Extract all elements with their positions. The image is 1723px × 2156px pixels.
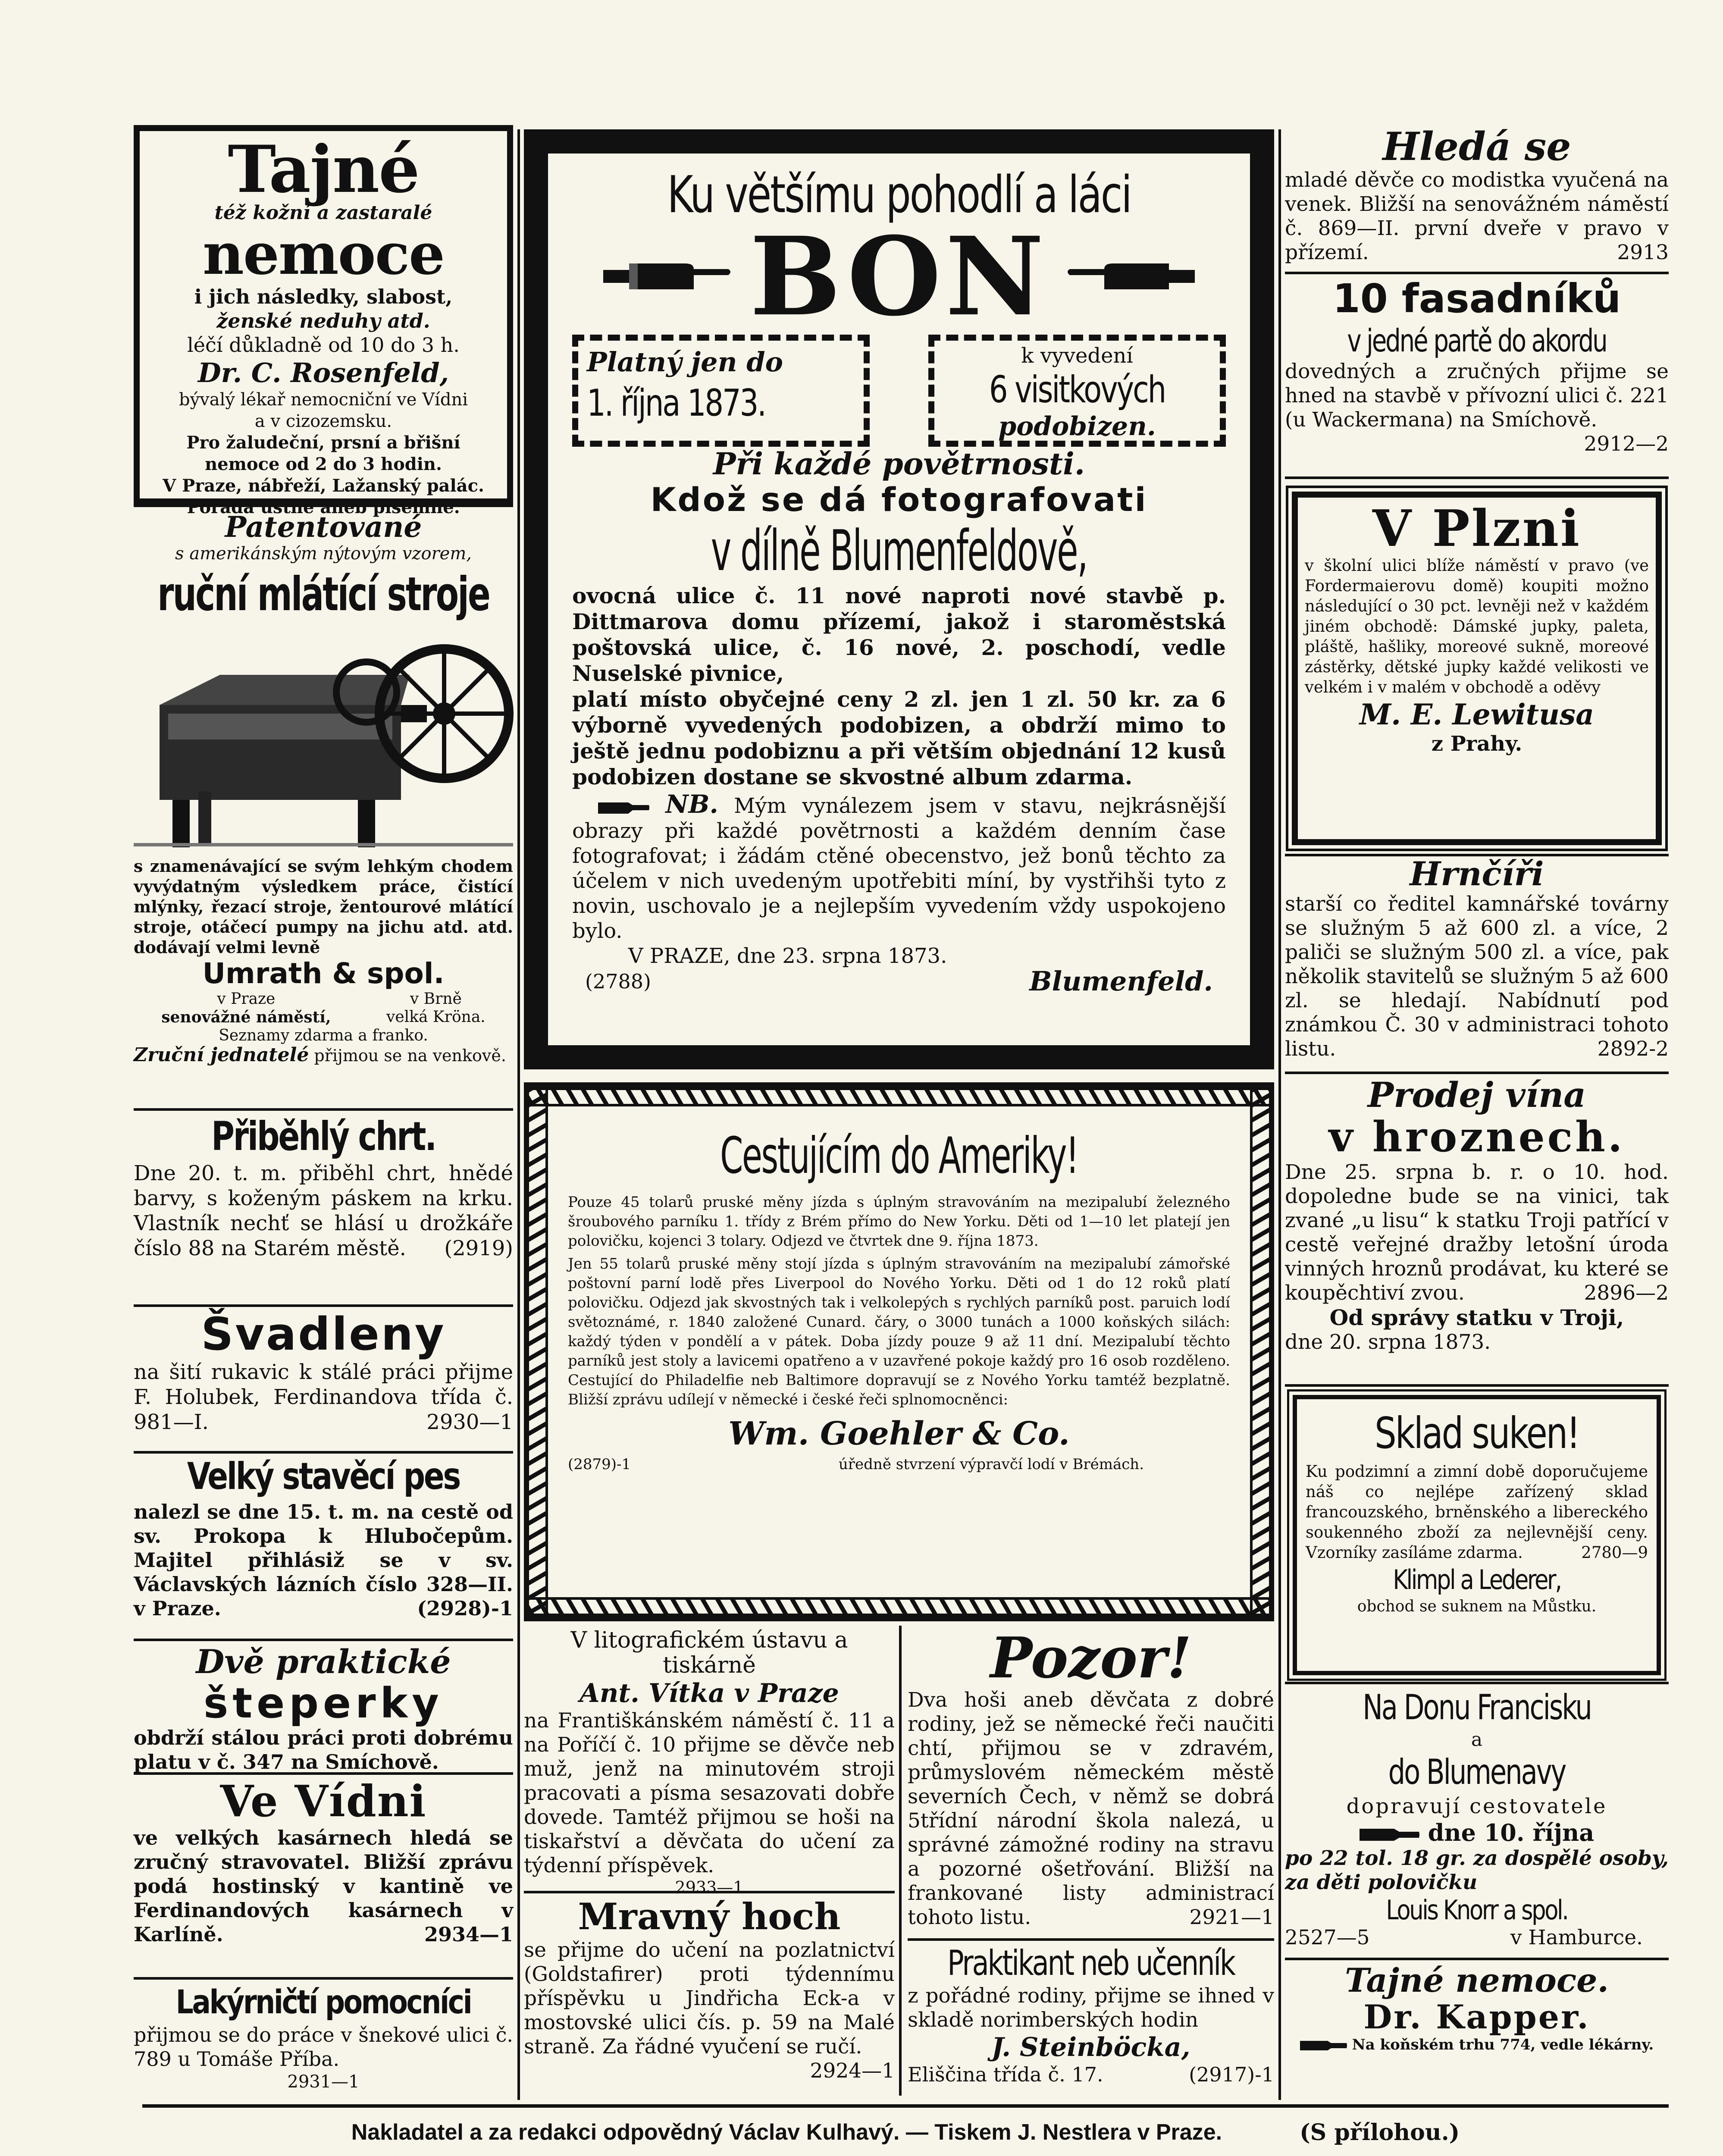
svadleny-title: Švadleny <box>201 1308 446 1360</box>
mlatici-seznamy: Seznamy zdarma a franko. <box>219 1027 428 1044</box>
tajne-title2: nemoce <box>202 221 445 288</box>
kapper-addr: Na koňském trhu 774, vedle lékárny. <box>1352 2036 1654 2053</box>
amerika-num: (2879)-1 <box>568 1456 631 1473</box>
ad-v-plzni <box>1292 492 1662 845</box>
praktikant-addr: Eliščina třída č. 17. <box>908 2063 1103 2086</box>
footer-rule <box>142 2104 1669 2108</box>
bon-nb-label: NB. <box>665 790 718 819</box>
column-rule-left <box>517 129 520 2100</box>
bon-dilna: v dílně Blumenfeldově, <box>711 518 1087 583</box>
vino-from: Od správy statku v Troji, <box>1329 1305 1624 1330</box>
ad-kapper <box>1285 1962 1669 2091</box>
hrncir-title: Hrnčíři <box>1410 855 1544 893</box>
plzni-title: V Plzni <box>1372 499 1581 558</box>
amerika-content <box>529 1106 1269 1474</box>
center-column <box>524 0 1274 2156</box>
mlatici-sub: s amerikánským nýtovým vzorem, <box>175 544 472 564</box>
vino-num: 2896—2 <box>1584 1281 1669 1305</box>
donu-firm: Louis Knorr a spol. <box>1386 1894 1568 1926</box>
threshing-machine-illustration <box>134 627 513 856</box>
center-subcolumn-rule <box>899 1626 902 2096</box>
bon-k: k vyvedení <box>1021 344 1133 368</box>
tajne-doctor: Dr. C. Rosenfeld, <box>197 357 449 389</box>
svadleny-body-text: na šití rukavic k stálé práci přijme F. Holubek, Ferdinandova třída č. 981—I. <box>134 1360 513 1434</box>
plzni-firm: M. E. Lewitusa <box>1360 698 1594 731</box>
ornamental-border-bottom <box>529 1597 1269 1616</box>
donu-l2-row <box>1285 1819 1669 1846</box>
bon-sig: Blumenfeld. <box>1029 965 1213 997</box>
amerika-p1: Pouze 45 tolarů pruské měny jízda s úplným stravováním na mezipalubí železného šroubového parníku 1. třídy z Brém přímo do New Yorku. Děti od 1—10 let platejí jen polovičku, kojenci 3 tolary. Odjezd ve čtvrtek dne 9. října 1873. <box>568 1194 1230 1250</box>
ad-ve-vidni <box>134 1777 513 1975</box>
mlatici-addr-left2: senovážné náměstí, <box>161 1008 331 1026</box>
tajne-line8: V Praze, nábřeží, Lažanský palác. <box>163 476 484 496</box>
pointing-hand-icon <box>1300 2038 1347 2053</box>
tajne-title: Tajné <box>228 132 419 207</box>
ad-prodej-vina <box>1285 1076 1669 1386</box>
donu-l2: dne 10. října <box>1428 1819 1595 1846</box>
sukna-firm: Klimpl a Lederer, <box>1393 1564 1561 1595</box>
ad-mravny-hoch <box>524 1895 895 2098</box>
donu-footer <box>1285 1926 1669 1950</box>
divider <box>1285 272 1669 274</box>
hleda-num: 2913 <box>1617 241 1669 264</box>
fasadniku-title: 10 fasadníků <box>1332 276 1621 322</box>
vidni-body-text: ve velkých kasárnech hledá se zručný stravovatel. Bližší zprávu podá hostinský v kantině ve Ferdinandových kasárnech v Karlíně. <box>134 1826 513 1946</box>
bon-coupons <box>572 335 1226 447</box>
praktikant-title: Praktikant neb učenník <box>947 1943 1234 1983</box>
amerika-firm: Wm. Goehler & Co. <box>728 1415 1070 1452</box>
sukna-title: Sklad suken! <box>1374 1408 1579 1458</box>
mlatici-body: s znamenávající se svým lehkým chodem vyvýdatným výsledkem práce, čistící mlýnky, řezací stroje, žentourové mlátící stroje, otáčecí pumpy na jichu atd. atd. dodávají velmi levně <box>134 856 513 957</box>
hleda-body <box>1285 168 1669 265</box>
praktikant-firm: J. Steinböcka, <box>991 2032 1190 2062</box>
steperky-body: obdrží stálou práci proti dobrému platu v č. 347 na Smíchově. <box>134 1726 513 1774</box>
mlatici-jednatele <box>134 1045 513 1065</box>
divider <box>134 1108 513 1111</box>
ad-pozor <box>908 1625 1274 1938</box>
donu-num: 2527—5 <box>1285 1926 1370 1949</box>
divider <box>1285 476 1669 479</box>
vino-title2: v hroznech. <box>1328 1112 1625 1161</box>
pozor-num: 2921—1 <box>1189 1905 1274 1929</box>
litograf-firm: Ant. Vítka v Praze <box>580 1678 839 1708</box>
amerika-footer <box>568 1454 1230 1474</box>
hrncir-body-text: starší co ředitel kamnářské továrny se služným 5 až 600 zl. a více, 2 paliči se služným 500 zl. a více, pak několik stavitelů se služným 5 až 600 zl. se hledají. Nabídnutí pod známkou Č. 30 v administraci tohoto listu. <box>1285 892 1669 1061</box>
kapper-addr-row <box>1285 2035 1669 2054</box>
svadleny-body <box>134 1360 513 1435</box>
lakyrnici-title: Lakýrničtí pomocníci <box>175 1983 471 2021</box>
hleda-title: Hledá se <box>1382 124 1571 169</box>
footer-attachment: (S přílohou.) <box>1300 2119 1460 2146</box>
right-column <box>1285 0 1669 2156</box>
bon-top: Ku většímu pohodlí a láci <box>667 165 1131 224</box>
ornamental-border-left <box>529 1087 548 1616</box>
tajne-line6: Pro žaludeční, prsní a břišní <box>186 432 461 453</box>
divider <box>134 1977 513 1980</box>
ad-lakyrnici <box>134 1981 513 2111</box>
vino-date: dne 20. srpna 1873. <box>1285 1330 1491 1354</box>
divider <box>1285 1072 1669 1074</box>
ad-steperky <box>134 1643 513 1772</box>
ad-litograficky-ustav <box>524 1627 895 1897</box>
chrt-body <box>134 1161 513 1261</box>
fasadniku-body <box>1285 360 1669 456</box>
pes-num: (2928)-1 <box>417 1597 513 1620</box>
footer-imprint: Nakladatel a za redakci odpovědný Václav Kulhavý. — Tiskem J. Nestlera v Praze. <box>351 2120 1222 2145</box>
ornamental-border-right <box>1250 1087 1269 1616</box>
bon-kazde: Při každé povětrnosti. <box>713 446 1085 482</box>
footer <box>142 2113 1669 2152</box>
donu-l1: dopravují cestovatele <box>1346 1794 1607 1818</box>
hrncir-body <box>1285 892 1669 1061</box>
chrt-body-text: Dne 20. t. m. přiběhl chrt, hnědé barvy, s koženým páskem na krku. Vlastník nechť se hlásí u drožkáře číslo 88 na Starém městě. <box>134 1161 513 1260</box>
fasadniku-num: 2912—2 <box>1584 432 1669 456</box>
ad-mlatici-stroje <box>134 511 513 1104</box>
ad-svadleny <box>134 1309 513 1451</box>
ad-cestujicim-do-ameriky <box>524 1082 1274 1621</box>
bon-title-row <box>572 213 1226 340</box>
svadleny-num: 2930—1 <box>426 1410 513 1434</box>
hoch-num: 2924—1 <box>810 2059 895 2083</box>
hrncir-num: 2892-2 <box>1597 1037 1669 1061</box>
bon-visitek: 6 visitkových <box>989 368 1165 411</box>
ad-bon-blumenfeld <box>524 129 1274 1069</box>
bon-nb-text: Mým vynálezem jsem v stavu, nejkrásnější obrazy při každé povětrnosti a každém denním čase fotografovat; i žádám ctěné obecenstvo, jež bonů těchto za účelem v nich uvedeným upotřebiti míní, by vystřihši tyto z novin, uschovalo je a nejlepším vyvedením vždy uspokojeno bylo. <box>572 794 1226 943</box>
bon-nb-block <box>572 792 1226 943</box>
tajne-line9: Porada ústně aneb písemně. <box>187 497 460 517</box>
chrt-title: Přiběhlý chrt. <box>211 1113 435 1159</box>
steperky-title1: Dvě praktické <box>196 1642 451 1681</box>
mlatici-address <box>134 990 513 1026</box>
tajne-line2: ženské neduhy atd. <box>216 309 430 332</box>
hleda-body-text: mladé děvče co modistka vyučená na venek. Bližší na senovážném náměstí č. 869—II. první dveře v pravo v přízemí. <box>1285 168 1669 264</box>
pes-body-text: nalezl se dne 15. t. m. na cestě od sv. Prokopa k Hlubočepům. Majitel přihlásiž se v sv. Václavských lázních číslo 328—II. v Praze. <box>134 1500 513 1620</box>
divider <box>134 1772 513 1775</box>
tajne-line3: léčí důkladně od 10 do 3 h. <box>187 333 460 357</box>
bon-num: (2788) <box>585 970 651 993</box>
bon-coupon-left <box>572 335 870 447</box>
pozor-title: Pozor! <box>990 1625 1192 1691</box>
hoch-body-text: se přijme do učení na pozlatnictví (Goldstafirer) proti týdennímu příspěvku u Jindřicha Eck-a v mostovské ulici čís. p. 59 na Malé straně. Za řádné vyučení se ručí. <box>524 1938 895 2059</box>
divider <box>134 1639 513 1641</box>
pointing-hand-icon <box>598 799 650 816</box>
amerika-title: Cestujícím do Ameriky! <box>720 1127 1078 1185</box>
donu-l3: po 22 tol. 18 gr. za dospělé osoby, za děti polovičku <box>1285 1846 1669 1894</box>
tajne-line4: bývalý lékař nemocniční ve Vídni <box>179 390 468 410</box>
bon-platny: Platný jen do <box>587 346 783 378</box>
bon-title: BON <box>749 213 1049 340</box>
kapper-title: Tajné nemoce. <box>1345 1961 1609 1999</box>
mlatici-jednatele-title: Zruční jednatelé <box>134 1044 309 1066</box>
tajne-sub: též kožní a zastaralé <box>214 202 432 224</box>
tajne-line7: nemoce od 2 do 3 hodin. <box>205 454 442 474</box>
donu-t3: do Blumenavy <box>1388 1752 1566 1792</box>
pointing-hand-right-icon <box>603 257 733 296</box>
ad-fasadniku <box>1285 276 1669 479</box>
mlatici-addr-right: v Brně <box>410 990 462 1008</box>
mlatici-addr-right2: velká Kröna. <box>386 1008 486 1026</box>
praktikant-body: z pořádné rodiny, přijme se ihned v skladě norimberských hodin <box>908 1984 1274 2032</box>
pozor-body <box>908 1688 1274 1930</box>
pointing-hand-left-icon <box>1065 257 1195 296</box>
mlatici-jednatele-rest: přijmou se na venkově. <box>314 1046 506 1065</box>
vidni-num: 2934—1 <box>424 1923 513 1946</box>
bon-podobizen: podobizen. <box>998 411 1156 442</box>
ad-sklad-suken <box>1293 1395 1661 1675</box>
mlatici-title: ruční mlátící stroje <box>157 567 489 621</box>
mlatici-addr-left: v Praze <box>217 990 276 1008</box>
plzni-city: z Prahy. <box>1431 732 1523 756</box>
bon-kdoz: Kdož se dá fotografovati <box>650 480 1148 519</box>
ad-hleda-se <box>1285 125 1669 276</box>
tajne-line1: i jich následky, slabost, <box>194 285 453 308</box>
divider <box>1285 1682 1669 1684</box>
donu-t1: Na Donu Francisku <box>1363 1687 1591 1727</box>
bon-coupon-right <box>928 335 1226 447</box>
donu-l3-block <box>1285 1846 1669 1895</box>
bon-footer <box>572 965 1226 997</box>
bon-p1: ovocná ulice č. 11 nové naproti nové stavbě p. Dittmarova domu přízemí, jakož i staroměstská poštovská ulice, č. 16 nové, 2. poschodí, vedle Nuselské pivnice, <box>572 583 1226 686</box>
ornamental-border-top <box>529 1087 1269 1106</box>
litograf-title: V litografickém ústavu a tiskárně <box>570 1627 848 1678</box>
ad-velky-pes <box>134 1453 513 1639</box>
divider <box>524 1891 895 1893</box>
pes-body <box>134 1500 513 1620</box>
lakyrnici-body <box>134 2023 513 2071</box>
vidni-title: Ve Vídni <box>220 1776 427 1827</box>
mlatici-head: Patentované <box>225 510 422 544</box>
amerika-foot: úředně stvrzení výpravčí lodí v Brémách. <box>838 1456 1144 1473</box>
vino-body <box>1285 1160 1669 1305</box>
ad-praktikant <box>908 1943 1274 2098</box>
fasadniku-sub: v jedné partě do akordu <box>1347 323 1607 359</box>
steperky-title2: šteperky <box>204 1679 443 1727</box>
praktikant-num: (2917)-1 <box>1189 2063 1274 2086</box>
bon-place: V PRAZE, dne 23. srpna 1873. <box>628 944 947 968</box>
litograf-num: 2933—1 <box>675 1878 744 1897</box>
hoch-title: Mravný hoch <box>578 1895 841 1938</box>
lakyrnici-num: 2931—1 <box>287 2072 360 2092</box>
pes-title: Velký stavěcí pes <box>187 1455 460 1498</box>
ad-donu-francisku <box>1285 1686 1669 1953</box>
litograf-body: na Františkánském náměstí č. 11 a na Poříčí č. 10 přijme se děvče neb muž, jenž na minutovém stroji pracovati a písma sesazovati dobře dovede. Tamtéž přijmou se hoši na tiskařství a děvčata do učení za týdenní příspěvek. <box>524 1709 895 1877</box>
sukna-body <box>1306 1461 1648 1563</box>
chrt-num: (2919) <box>444 1236 513 1260</box>
divider <box>1285 1384 1669 1387</box>
fasadniku-body-text: dovedných a zručných přijme se hned na stavbě v přívozní ulici č. 221 (u Wackermana) na Smíchově. <box>1285 360 1669 432</box>
sukna-addr: obchod se suknem na Můstku. <box>1357 1598 1597 1615</box>
column-rule-right <box>1278 129 1281 2100</box>
pointing-hand-icon <box>1360 1825 1420 1844</box>
kapper-doctor: Dr. Kapper. <box>1363 1998 1590 2036</box>
sukna-num: 2780—9 <box>1581 1543 1648 1562</box>
hoch-body <box>524 1938 895 2083</box>
mlatici-firm: Umrath & spol. <box>202 957 445 990</box>
tajne-line5: a v cizozemsku. <box>254 411 392 431</box>
plzni-body: v školní ulici blíže náměstí v pravo (ve Fordermaierovu domě) koupiti možno následující o 30 pct. levněji než v každém jiném obchodě: Dámské jupky, paleta, pláště, hašliky, moreové sukně, moreové zástěrky, dětské jupky každé velikosti ve velkém i v malém v obchodě a oděvy <box>1305 556 1649 696</box>
vino-body-text: Dne 25. srpna b. r. o 10. hod. dopoledne bude se na vinici, tak zvané „u lisu“ k statku Troji patřící v cestě veřejné dražby letošní úroda vinných hroznů prodávat, ku které se koupěchtiví zvou. <box>1285 1160 1669 1305</box>
amerika-p2: Jen 55 tolarů pruské měny stojí jízda s úplným stravováním na mezipalubí zámořské poštovní parní lodě přes Liverpool do Nového Yorku. Děti od 1 do 12 roků platí polovičku. Odjezd jak skvostných tak i velkolepých s rychlých parníků post. paruich lodí světoznámé, r. 1840 založené Cunard. čáry, o 3000 tunách a 1000 koňských silách: každý týden v pondělí a v pátek. Doba jízdy pouze 9 až 11 dní. Mezipalubí těchto parníků jest stoly a lavicemi opatřeno a v uzavřené pokoje každý pro 16 osob rozděleno. Cestující do Philadelfie neb Baltimore dopravují se z Nového Yorku tamtéž bezplatně. Bližší zprávu udílejí v německé i české řeči splnomocněnci: <box>568 1255 1230 1408</box>
vino-title1: Prodej vína <box>1367 1075 1586 1115</box>
bon-date: 1. října 1873. <box>587 382 765 425</box>
divider <box>134 505 513 507</box>
praktikant-footer <box>908 2062 1274 2087</box>
divider <box>908 1938 1274 1941</box>
sukna-body-text: Ku podzimní a zimní době doporučujeme náš co nejlépe zařízený sklad francouzského, brněnského a libereckého soukenného zboží za nejlevnější ceny. Vzorníky zasíláme zdarma. <box>1306 1462 1648 1562</box>
divider <box>134 1304 513 1307</box>
bon-p2: platí místo obyčejné ceny 2 zl. jen 1 zl. 50 kr. za 6 výborně vyvedených podobizen, a obdrží mimo to ještě jednu podobiznu a při větším objednání 12 kusů podobizen dostane se skvostné album zdarma. <box>572 686 1226 790</box>
left-column <box>134 0 513 2156</box>
donu-t2: a <box>1471 1729 1483 1751</box>
ad-tajne-nemoce <box>134 125 513 517</box>
ad-pribehly-chrt <box>134 1112 513 1302</box>
pozor-body-text: Dva hoši aneb děvčata z dobré rodiny, jež se německé řeči naučiti chtí, přijmou se v zdravém, průmyslovém německém městě severních Čech, v němž se dobrá 5třídní národní škola nalezá, u správné zámožné rodiny na stravu a pozorné ošetřování. Bližší na frankované listy administrací tohoto listu. <box>908 1688 1274 1929</box>
donu-city: v Hamburce. <box>1510 1926 1643 1949</box>
vidni-body <box>134 1826 513 1946</box>
ad-hrncir <box>1285 856 1669 1072</box>
divider <box>1285 1958 1669 1960</box>
lakyrnici-body-text: přijmou se do práce v šnekové ulici č. 789 u Tomáše Příba. <box>134 2023 513 2071</box>
